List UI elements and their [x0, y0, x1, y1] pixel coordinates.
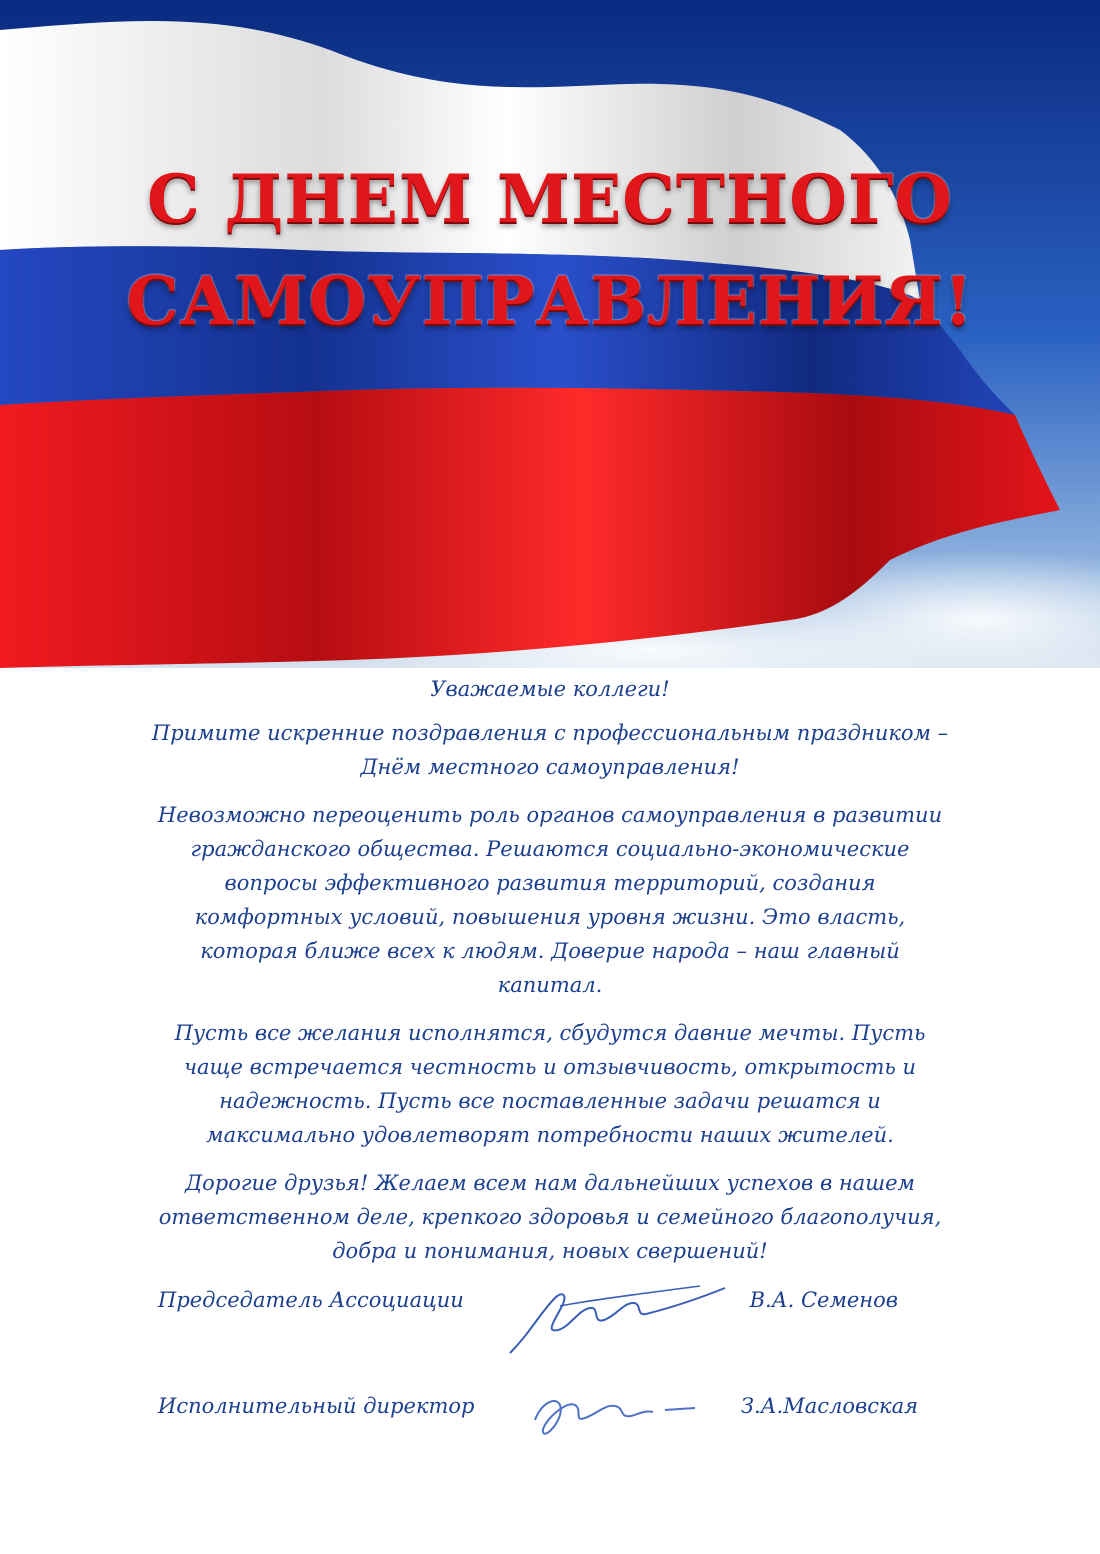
- letter-body: [150, 672, 950, 1282]
- paragraph-1: Примите искренние поздравления с профессиональным праздником – Днём местного самоуправления!: [151, 721, 949, 779]
- signatory-name: В.А. Семенов: [749, 1288, 898, 1312]
- paragraph-4: Дорогие друзья! Желаем всем нам дальнейших успехов в нашем ответственном деле, крепкого здоровья и семейного благополучия, добра и понимания, новых свершений!: [158, 1171, 942, 1263]
- paragraph-2: Невозможно переоценить роль органов самоуправления в развитии гражданского общества. Решаются социально-экономические вопросы эффективного развития территорий, создания комфортных условий, повышения уровня жизни. Это власть, которая ближе всех к людям. Доверие народа – наш главный капитал.: [157, 803, 943, 997]
- signatory-role: Председатель Ассоциации: [158, 1288, 464, 1312]
- flag-banner: [0, 0, 1100, 668]
- title-line-1: С ДНЕМ МЕСТНОГО: [147, 160, 953, 238]
- signatory-role: Исполнительный директор: [158, 1394, 475, 1418]
- title-line-2: САМОУПРАВЛЕНИЯ!: [126, 262, 974, 340]
- signature-director-image: [515, 1370, 705, 1450]
- paragraph-3: Пусть все желания исполнятся, сбудутся давние мечты. Пусть чаще встречается честность и отзывчивость, открытость и надежность. Пусть все поставленные задачи решатся и максимально удовлетворят потребности наших жителей.: [174, 1021, 926, 1147]
- signatory-name: З.А.Масловская: [740, 1394, 918, 1418]
- signature-chairman-image: [500, 1258, 740, 1368]
- greeting: Уважаемые коллеги!: [430, 677, 670, 701]
